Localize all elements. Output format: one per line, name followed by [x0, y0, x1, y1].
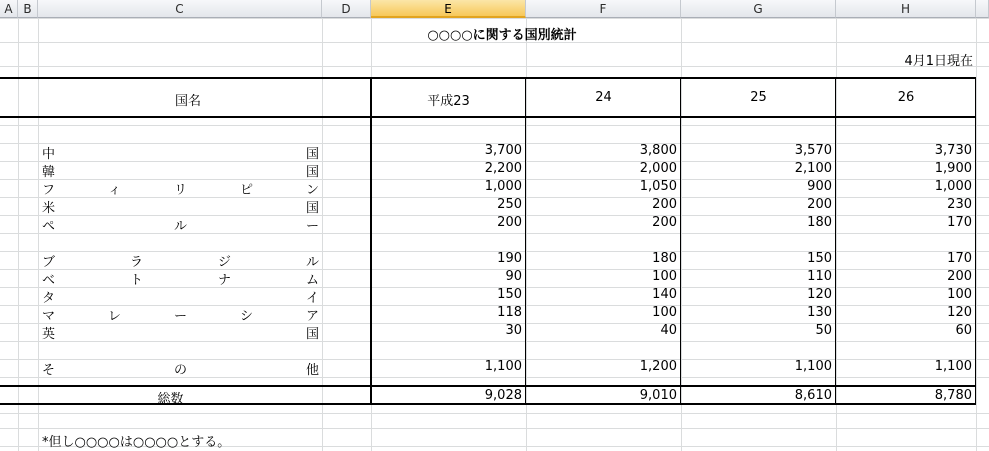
country-name-char: ブ: [42, 255, 56, 270]
table-top-border: [0, 77, 976, 79]
country-name[interactable]: [42, 305, 319, 324]
total-value-g[interactable]: 8,610: [794, 388, 832, 403]
value-cell[interactable]: 1,000: [484, 179, 522, 194]
country-name-char: フ: [42, 183, 56, 198]
country-name-char: ラ: [129, 255, 143, 270]
as-of-date[interactable]: 4月1日現在: [904, 54, 973, 69]
value-cell[interactable]: 50: [815, 323, 832, 338]
column-header-d[interactable]: D: [322, 0, 371, 18]
value-cell[interactable]: 2,100: [794, 161, 832, 176]
value-cell[interactable]: 110: [807, 269, 832, 284]
country-name[interactable]: [42, 179, 319, 198]
country-name[interactable]: [42, 197, 319, 216]
country-name-char: マ: [42, 309, 56, 324]
country-name[interactable]: [42, 323, 319, 342]
country-name-char: ベ: [42, 273, 56, 288]
value-cell[interactable]: 2,000: [639, 161, 677, 176]
country-name-char: の: [173, 363, 187, 378]
country-header[interactable]: 国名: [174, 94, 201, 109]
country-name-char: そ: [42, 363, 56, 378]
value-cell[interactable]: 1,000: [934, 179, 972, 194]
total-value-h[interactable]: 8,780: [934, 388, 972, 403]
value-cell[interactable]: 1,100: [794, 359, 832, 374]
year-header-g[interactable]: 25: [750, 90, 767, 105]
country-name-char: 他: [305, 363, 319, 378]
footnote[interactable]: *但し○○○○は○○○○とする。: [42, 435, 231, 450]
value-cell[interactable]: 900: [807, 179, 832, 194]
column-header-overflow: [976, 0, 989, 18]
country-name-char: 国: [305, 327, 319, 342]
column-header-b[interactable]: B: [18, 0, 38, 18]
value-cell[interactable]: 60: [955, 323, 972, 338]
country-name-char: ル: [173, 219, 187, 234]
value-cell[interactable]: 100: [652, 305, 677, 320]
grid-hline: [0, 413, 989, 414]
column-header-e[interactable]: E: [371, 0, 526, 18]
country-name-char: ナ: [217, 273, 231, 288]
value-cell[interactable]: 150: [497, 287, 522, 302]
value-cell[interactable]: 1,900: [934, 161, 972, 176]
country-name[interactable]: [42, 251, 319, 270]
value-cell[interactable]: 170: [947, 251, 972, 266]
country-name-char: ー: [305, 219, 319, 234]
value-cell[interactable]: 1,100: [484, 359, 522, 374]
year-header-h[interactable]: 26: [897, 90, 915, 105]
value-cell[interactable]: 190: [497, 251, 522, 266]
value-cell[interactable]: 90: [505, 269, 522, 284]
grid-hline: [0, 66, 989, 67]
country-name-char: ー: [173, 309, 187, 324]
value-cell[interactable]: 1,100: [934, 359, 972, 374]
country-name[interactable]: [42, 161, 319, 180]
country-name-char: ア: [305, 309, 319, 324]
country-name-char: タ: [42, 291, 56, 306]
value-cell[interactable]: 180: [807, 215, 832, 230]
value-cell[interactable]: 170: [947, 215, 972, 230]
sheet-title[interactable]: ○○○○に関する国別統計: [427, 28, 577, 43]
country-name-char: シ: [239, 309, 253, 324]
country-name-char: ト: [129, 273, 143, 288]
value-cell[interactable]: 3,730: [934, 143, 972, 158]
total-value-f[interactable]: 9,010: [639, 388, 677, 403]
country-name[interactable]: [42, 143, 319, 162]
country-name-char: 国: [305, 165, 319, 180]
value-cell[interactable]: 2,200: [484, 161, 522, 176]
value-cell[interactable]: 180: [652, 251, 677, 266]
value-cell[interactable]: 40: [660, 323, 677, 338]
country-name-char: 国: [305, 147, 319, 162]
value-cell[interactable]: 200: [652, 197, 677, 212]
divider-right-edge: [975, 77, 976, 405]
country-name[interactable]: [42, 359, 319, 378]
value-cell[interactable]: 250: [497, 197, 522, 212]
grid-vline: [976, 18, 977, 451]
country-name-char: ピ: [239, 183, 253, 198]
value-cell[interactable]: 140: [652, 287, 677, 302]
column-header-f[interactable]: F: [526, 0, 681, 18]
country-name-char: 国: [305, 201, 319, 216]
column-header-g[interactable]: G: [681, 0, 836, 18]
country-name-char: ン: [305, 183, 319, 198]
country-name-char: ジ: [217, 255, 231, 270]
country-name-char: 韓: [42, 165, 56, 180]
value-cell[interactable]: 100: [947, 287, 972, 302]
total-label[interactable]: 総数: [157, 392, 184, 407]
country-name-char: 英: [42, 327, 56, 342]
country-name[interactable]: [42, 269, 319, 288]
value-cell[interactable]: 230: [947, 197, 972, 212]
column-header-c[interactable]: C: [38, 0, 322, 18]
total-value-e[interactable]: 9,028: [484, 388, 522, 403]
value-cell[interactable]: 3,570: [794, 143, 832, 158]
value-cell[interactable]: 200: [652, 215, 677, 230]
value-cell[interactable]: 200: [807, 197, 832, 212]
year-header-e[interactable]: 平成23: [427, 94, 470, 109]
country-name-char: 中: [42, 147, 56, 162]
year-header-f[interactable]: 24: [595, 90, 612, 105]
value-cell[interactable]: 3,800: [639, 143, 677, 158]
country-name[interactable]: [42, 215, 319, 234]
value-cell[interactable]: 200: [497, 215, 522, 230]
value-cell[interactable]: 100: [652, 269, 677, 284]
country-name-char: ム: [305, 273, 319, 288]
grid-hline: [0, 18, 989, 19]
country-name-char: レ: [107, 309, 121, 324]
value-cell[interactable]: 1,050: [639, 179, 677, 194]
country-name[interactable]: [42, 287, 319, 306]
value-cell[interactable]: 120: [807, 287, 832, 302]
country-name-char: ペ: [42, 219, 56, 234]
total-top-border: [0, 385, 976, 387]
value-cell[interactable]: 3,700: [484, 143, 522, 158]
grid-hline: [0, 428, 989, 429]
value-cell[interactable]: 30: [505, 323, 522, 338]
value-cell[interactable]: 200: [947, 269, 972, 284]
country-name-char: 米: [42, 201, 56, 216]
value-cell[interactable]: 130: [807, 305, 832, 320]
country-name-char: リ: [173, 183, 187, 198]
divider-e-f: [525, 77, 526, 405]
divider-g-h: [835, 77, 836, 405]
value-cell[interactable]: 150: [807, 251, 832, 266]
header-bottom-border: [0, 116, 976, 118]
country-name-char: ィ: [107, 183, 121, 198]
country-name-char: イ: [305, 291, 319, 306]
grid-hline: [0, 125, 989, 126]
divider-d-e: [370, 77, 372, 405]
column-header-a[interactable]: A: [0, 0, 18, 18]
value-cell[interactable]: 1,200: [639, 359, 677, 374]
value-cell[interactable]: 118: [497, 305, 522, 320]
value-cell[interactable]: 120: [947, 305, 972, 320]
country-name-char: ル: [305, 255, 319, 270]
divider-f-g: [680, 77, 681, 405]
column-header-h[interactable]: H: [836, 0, 976, 18]
